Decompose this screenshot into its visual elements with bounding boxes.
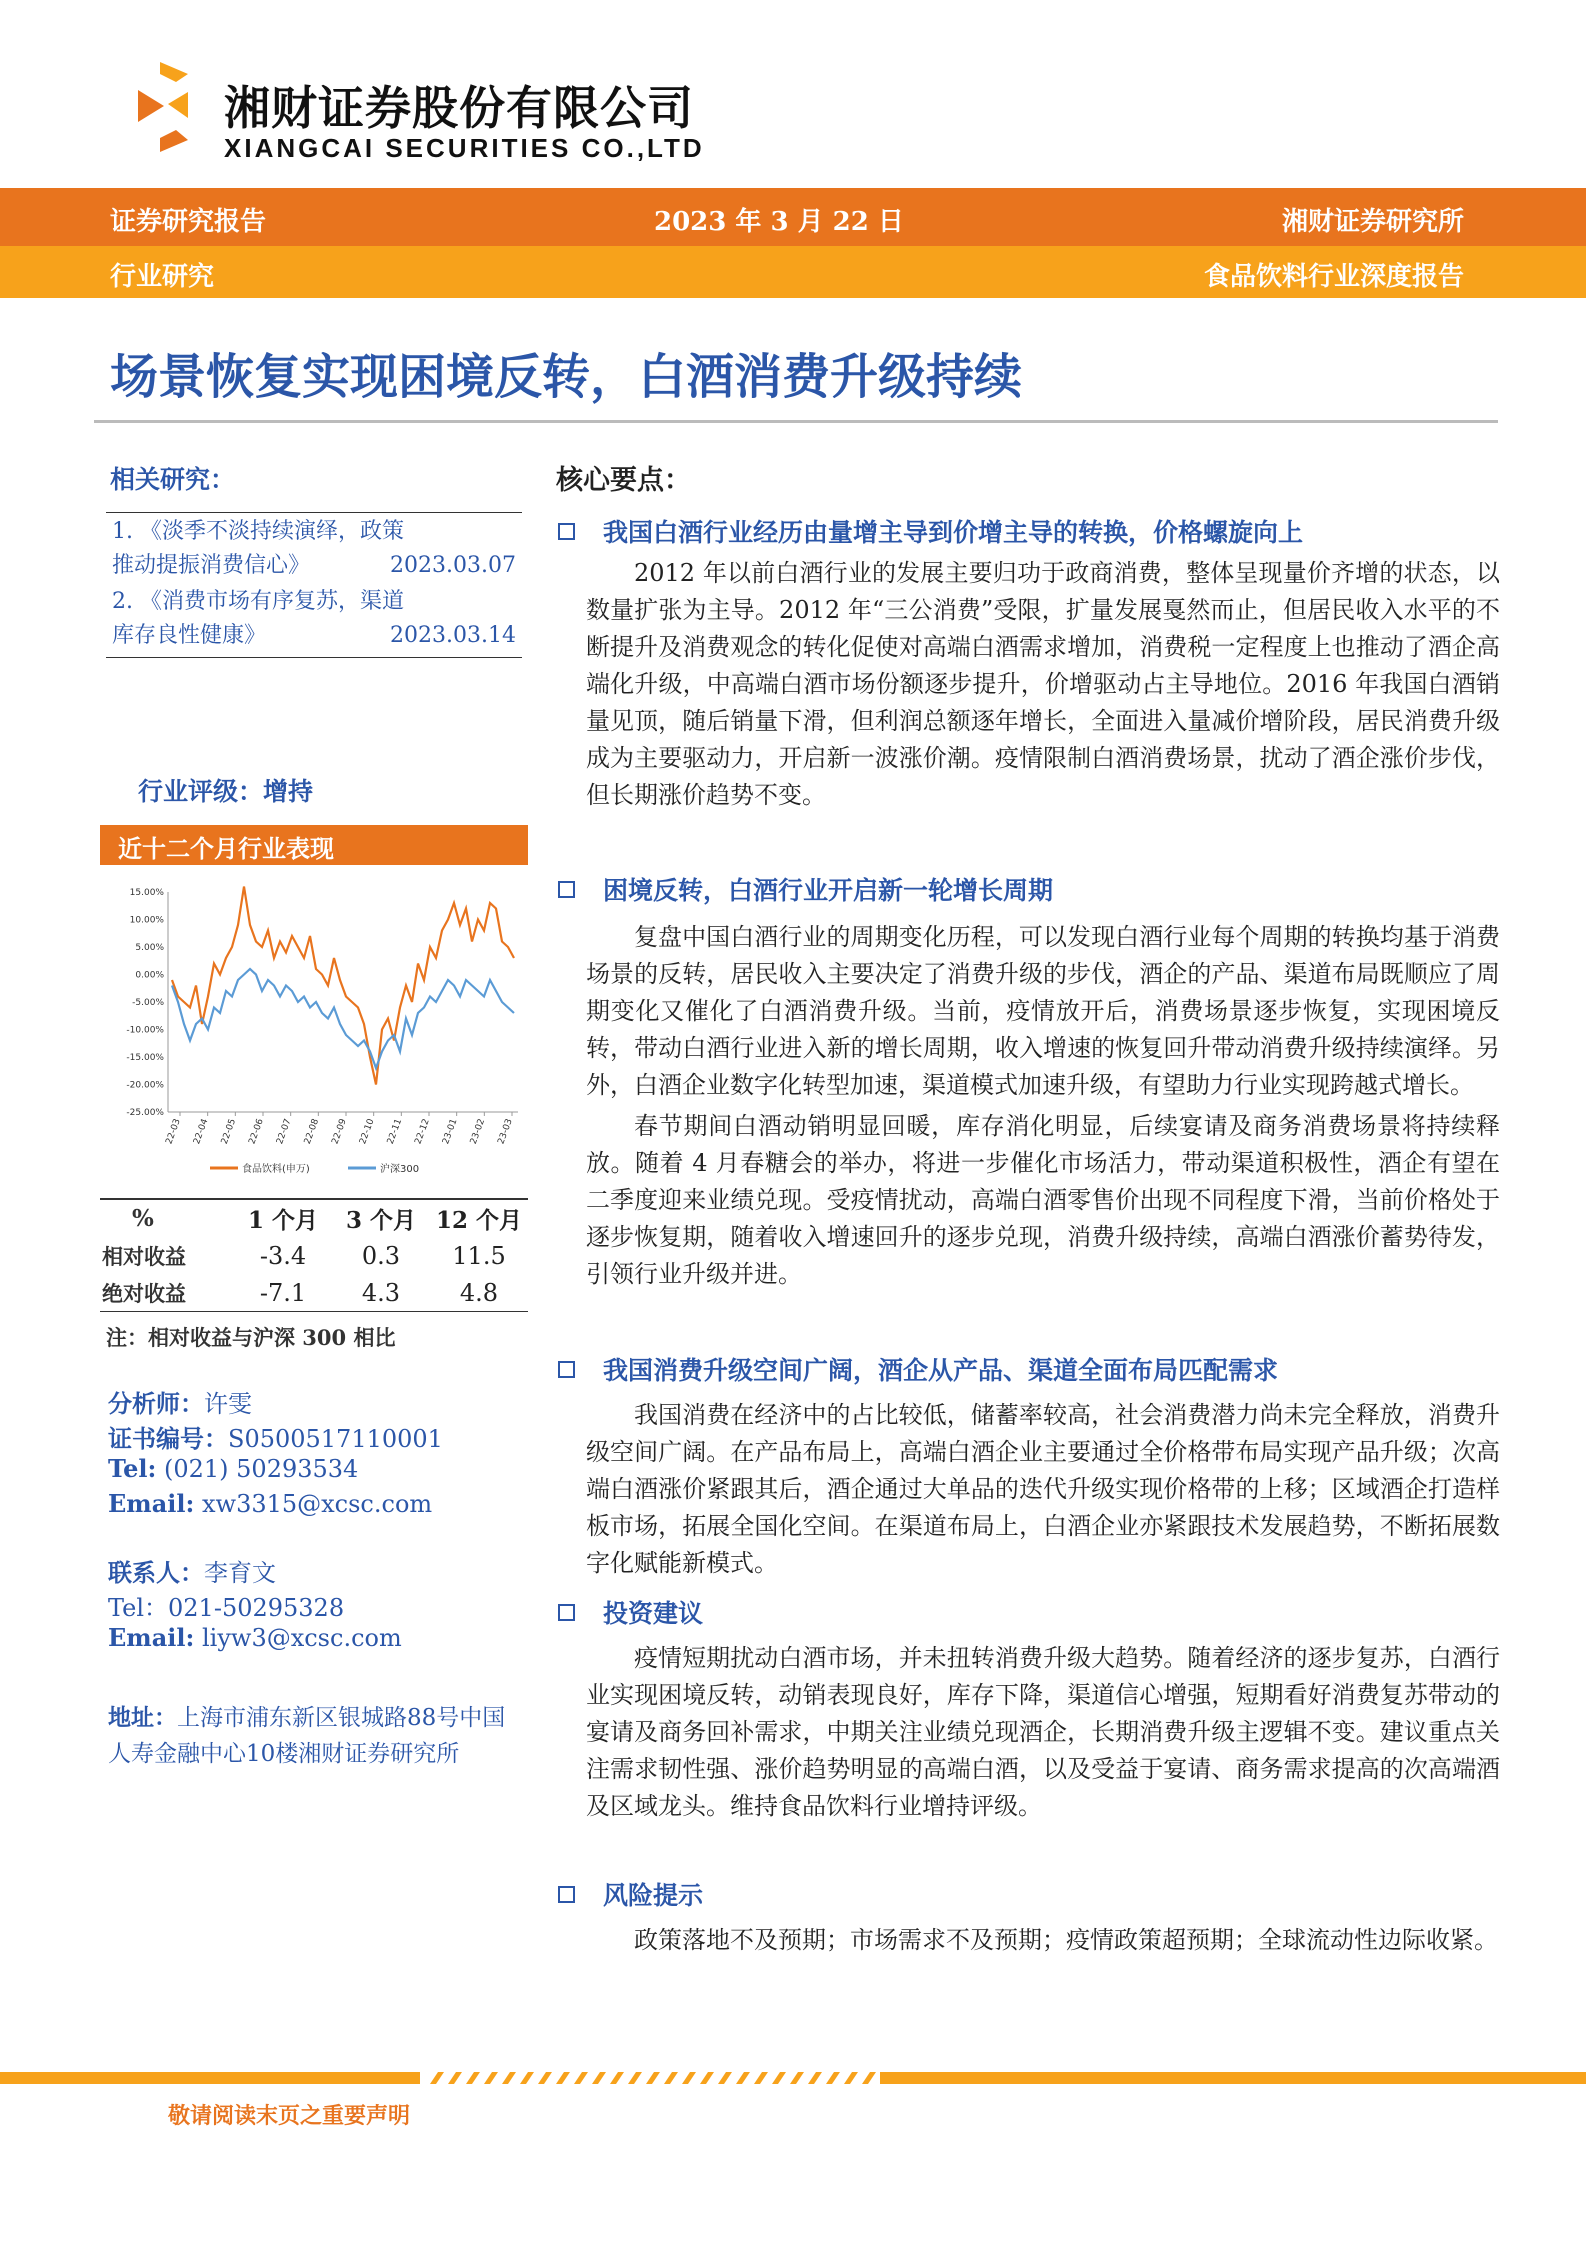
report-subtitle: 食品饮料行业深度报告 (1203, 262, 1464, 292)
x-tick-label: 22-03 (164, 1117, 183, 1146)
cert-number: S0500517110001 (228, 1425, 443, 1453)
table-cell: -3.4 (259, 1241, 307, 1270)
footer-stripe-segment (556, 2072, 570, 2084)
related-item-2-date: 2023.03.14 (390, 623, 516, 648)
x-tick-label: 22-05 (219, 1117, 239, 1146)
analyst-tel: (021) 50293534 (164, 1455, 359, 1483)
x-tick-label: 22-11 (385, 1117, 405, 1146)
section-paragraph: 春节期间白酒动销明显回暖，库存消化明显，后续宴请及商务消费场景将持续释放。随着 4 月春糖会的举办，将进一步催化市场活力，带动渠道积极性，酒企有望在二季度迎来业绩兑现。受疫情扰动，高端白酒零售价出现不同程度下滑，当前价格处于逐步恢复期，随着收入增速回升的逐步兑现，消费升级持续，高端白酒涨价蓄势待发，引领行业升级并进。 (586, 1112, 1500, 1288)
related-item-1-line2[interactable] (112, 549, 516, 583)
section-paragraph: 政策落地不及预期；市场需求不及预期；疫情政策超预期；全球流动性边际收紧。 (634, 1926, 1498, 1954)
x-tick-label: 22-12 (413, 1117, 432, 1146)
report-type: 证券研究报告 (110, 207, 267, 237)
footer-stripe-segment (538, 2072, 552, 2084)
table-header: % (132, 1205, 154, 1232)
y-tick-label: 0.00% (135, 970, 164, 981)
footer-stripe-segment (520, 2072, 534, 2084)
table-row (100, 1274, 528, 1311)
y-tick-label: 10.00% (129, 915, 164, 926)
institute-name: 湘财证券研究所 (1281, 207, 1464, 237)
footer-stripe-segment (682, 2072, 696, 2084)
footer-stripe-segment (574, 2072, 588, 2084)
footer-stripe-segment (862, 2072, 876, 2084)
footer-stripe-segment (826, 2072, 840, 2084)
checkbox-icon (558, 523, 575, 540)
footer-disclaimer[interactable]: 敬请阅读末页之重要声明 (168, 2103, 411, 2129)
x-tick-label: 22-06 (247, 1117, 266, 1146)
section-2 (556, 869, 1500, 1293)
related-item-2-line1[interactable]: 2. 《消费市场有序复苏，渠道 (112, 589, 404, 614)
y-tick-label: -25.00% (126, 1108, 164, 1118)
section-title: 困境反转，白酒行业开启新一轮增长周期 (603, 876, 1054, 905)
related-item-2-line2[interactable] (112, 619, 516, 653)
y-tick-label: 5.00% (135, 943, 164, 953)
company-name-cn: 湘财证券股份有限公司 (224, 81, 694, 135)
footer-stripe-segment (628, 2072, 642, 2084)
contact-tel: Tel：021-50295328 (108, 1594, 345, 1622)
checkbox-icon (558, 881, 575, 898)
legend-label: 食品饮料(申万) (242, 1164, 310, 1175)
table-header: 1 个月 (247, 1207, 318, 1234)
footer-stripe-segment (502, 2072, 516, 2084)
contact-email-line[interactable]: Email: liyw3@xcsc.com (108, 1623, 402, 1652)
table-cell: 11.5 (452, 1241, 506, 1270)
report-date: 2023 年 3 月 22 日 (654, 207, 904, 237)
analyst-line: 分析师：许雯 (108, 1389, 252, 1418)
related-list (106, 512, 522, 658)
table-header: 3 个月 (345, 1207, 416, 1234)
footer-stripe-segment (718, 2072, 732, 2084)
footer-stripe-segment (808, 2072, 822, 2084)
section-3 (556, 1349, 1500, 1582)
footer-stripe-segment (700, 2072, 714, 2084)
table-cell: 4.3 (361, 1278, 401, 1307)
header-bar (0, 188, 1586, 246)
related-item-1-title: 推动提振消费信心》 (112, 553, 311, 578)
footer-stripe-segment (610, 2072, 624, 2084)
section-title: 风险提示 (603, 1881, 704, 1910)
email-line[interactable]: Email: xw3315@xcsc.com (108, 1489, 433, 1518)
section-title: 我国消费升级空间广阔，酒企从产品、渠道全面布局匹配需求 (603, 1356, 1279, 1385)
contact-email: liyw3@xcsc.com (201, 1624, 402, 1652)
section-paragraph: 我国消费在经济中的占比较低，储蓄率较高，社会消费潜力尚未完全释放，消费升级空间广阔。在产品布局上，高端白酒企业主要通过全价格带布局实现产品升级；次高端白酒涨价紧跟其后，酒企通过大单品的迭代升级实现价格带的上移；区域酒企打造样板市场，拓展全国化空间。在渠道布局上，白酒企业亦紧跟技术发展趋势，不断拓展数字化赋能新模式。 (586, 1401, 1500, 1577)
section-5 (556, 1874, 1500, 1959)
cert-line: 证书编号：S0500517110001 (108, 1424, 443, 1453)
performance-table (100, 1198, 528, 1312)
row-label: 绝对收益 (102, 1280, 186, 1306)
table-cell: -7.1 (259, 1278, 307, 1307)
related-item-1-date: 2023.03.07 (390, 553, 516, 578)
section-paragraph: 2012 年以前白酒行业的发展主要归功于政商消费，整体呈现量价齐增的状态，以数量扩张为主导。2012 年“三公消费”受限，扩量发展戛然而止，但居民收入水平的不断提升及消费观念的转化促使对高端白酒需求增加，消费税一定程度上也推动了酒企高端化升级，中高端白酒市场份额逐步提升，价增驱动占主导地位。2016 年我国白酒销量见顶，随后销量下滑，但利润总额逐年增长，全面进入量减价增阶段，居民消费升级成为主要驱动力，开启新一波涨价潮。疫情限制白酒消费场景，扰动了酒企涨价步伐，但长期涨价趋势不变。 (586, 559, 1500, 809)
section-paragraph: 疫情短期扰动白酒市场，并未扭转消费升级大趋势。随着经济的逐步复苏，白酒行业实现困境反转，动销表现良好，库存下降，渠道信心增强，短期看好消费复苏带动的宴请及商务回补需求，中期关注业绩兑现酒企，长期消费升级主逻辑不变。建议重点关注需求韧性强、涨价趋势明显的高端白酒，以及受益于宴请、商务需求提高的次高端酒及区域龙头。维持食品饮料行业增持评级。 (586, 1644, 1500, 1820)
checkbox-icon (558, 1604, 575, 1621)
company-logo-icon (138, 62, 188, 152)
table-note: 注：相对收益与沪深 300 相比 (106, 1325, 396, 1350)
footer-stripe-segment (484, 2072, 498, 2084)
row-label: 相对收益 (102, 1243, 186, 1269)
report-category: 行业研究 (110, 262, 215, 292)
y-tick-label: 15.00% (129, 888, 164, 898)
y-tick-label: -15.00% (126, 1053, 164, 1063)
footer-stripe-segment (772, 2072, 786, 2084)
x-tick-label: 23-03 (496, 1117, 515, 1146)
x-tick-label: 23-02 (468, 1117, 488, 1146)
contact-line: 联系人：李育文 (108, 1558, 276, 1587)
page-title: 场景恢复实现困境反转，白酒消费升级持续 (110, 349, 1023, 405)
legend-label: 沪深300 (380, 1164, 420, 1175)
table-header-row (100, 1200, 528, 1237)
x-tick-label: 23-01 (441, 1117, 460, 1146)
footer-stripe-segment (754, 2072, 768, 2084)
contact-name: 李育文 (204, 1559, 276, 1587)
x-tick-label: 22-08 (302, 1117, 322, 1146)
address: 地址：上海市浦东新区银城路88号中国人寿金融中心10楼湘财证券研究所 (108, 1704, 506, 1767)
core-heading: 核心要点： (556, 465, 691, 496)
table-header: 12 个月 (435, 1207, 522, 1234)
table-cell: 4.8 (459, 1278, 499, 1307)
tel-line: Tel: (021) 50293534 (108, 1454, 359, 1483)
x-tick-label: 22-09 (330, 1117, 349, 1146)
performance-chart (100, 870, 528, 1188)
title-divider (94, 420, 1498, 423)
footer-stripe-segment (790, 2072, 804, 2084)
related-heading: 相关研究： (110, 465, 236, 494)
y-tick-label: -5.00% (132, 998, 164, 1008)
footer-stripe (0, 2068, 1586, 2088)
series-line-hs300 (172, 969, 514, 1068)
section-title: 投资建议 (603, 1599, 704, 1628)
footer-stripe-segment (466, 2072, 480, 2084)
company-name-en: XIANGCAI SECURITIES CO.,LTD (224, 133, 705, 163)
footer-stripe-segment (592, 2072, 606, 2084)
industry-rating: 行业评级：增持 (138, 777, 314, 806)
footer-stripe-segment (430, 2072, 444, 2084)
analyst-name: 许雯 (204, 1390, 252, 1418)
x-tick-label: 22-10 (358, 1117, 377, 1146)
footer-stripe-segment (736, 2072, 750, 2084)
footer-stripe-segment (646, 2072, 660, 2084)
table-cell: 0.3 (361, 1241, 401, 1270)
section-paragraph: 复盘中国白酒行业的周期变化历程，可以发现白酒行业每个周期的转换均基于消费场景的反转，居民收入主要决定了消费升级的步伐，酒企的产品、渠道布局既顺应了周期变化又催化了白酒消费升级。当前，疫情放开后，消费场景逐步恢复，实现困境反转，带动白酒行业进入新的增长周期，收入增速的恢复回升带动消费升级持续演绎。另外，白酒企业数字化转型加速，渠道模式加速升级，有望助力行业实现跨越式增长。 (586, 923, 1500, 1099)
series-line-food-beverage (172, 887, 514, 1085)
subheader-bar (0, 246, 1586, 298)
section-title: 我国白酒行业经历由量增主导到价增主导的转换，价格螺旋向上 (603, 518, 1304, 547)
table-row (100, 1237, 528, 1274)
analyst-email: xw3315@xcsc.com (201, 1490, 433, 1518)
x-tick-label: 22-04 (192, 1117, 211, 1146)
performance-heading: 近十二个月行业表现 (118, 834, 334, 863)
checkbox-icon (558, 1886, 575, 1903)
related-item-2-title: 库存良性健康》 (112, 623, 267, 648)
related-item-1-line1[interactable]: 1. 《淡季不淡持续演绎，政策 (112, 519, 404, 544)
performance-heading-bar (100, 825, 528, 865)
y-tick-label: -20.00% (126, 1080, 164, 1091)
section-1 (556, 511, 1500, 814)
section-4 (556, 1592, 1500, 1825)
checkbox-icon (558, 1361, 575, 1378)
x-tick-label: 22-07 (275, 1117, 294, 1146)
footer-stripe-segment (448, 2072, 462, 2084)
footer-stripe-segment (664, 2072, 678, 2084)
footer-stripe-segment (844, 2072, 858, 2084)
y-tick-label: -10.00% (126, 1025, 164, 1036)
